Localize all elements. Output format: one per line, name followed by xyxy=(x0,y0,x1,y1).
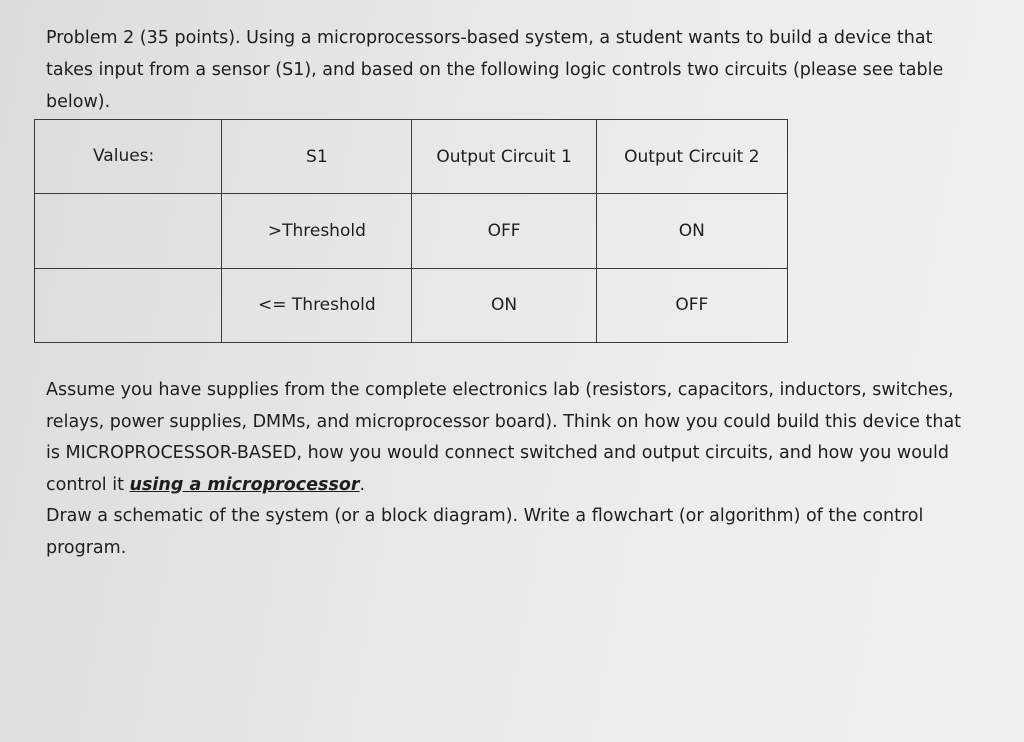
logic-table xyxy=(34,119,788,343)
cell-values xyxy=(35,268,222,342)
cell-output-1: OFF xyxy=(412,194,596,268)
instructions-text: Assume you have supplies from the complete electronics lab (resistors, capacitors, inductors, switches, relays, power supplies, DMMs, and microprocessor board). Think on how you could build this device that is MICROPROCESSOR-BASED, how you would connect switched and output circuits, and how you would control it xyxy=(46,380,962,495)
cell-output-2: OFF xyxy=(596,268,787,342)
problem-statement: Problem 2 (35 points). Using a microprocessors-based system, a student wants to build a device that takes input from a sensor (S1), and based on the following logic controls two circuits (please see table below). xyxy=(46,28,944,112)
header-values: Values: xyxy=(35,120,222,194)
table-header-row xyxy=(35,120,788,194)
emphasized-phrase: using a microprocessor xyxy=(129,474,360,495)
cell-output-1: ON xyxy=(412,268,596,342)
cell-values xyxy=(35,194,222,268)
cell-s1: <= Threshold xyxy=(222,268,412,342)
instructions xyxy=(46,375,976,564)
table-row xyxy=(35,268,788,342)
header-output-circuit-1: Output Circuit 1 xyxy=(412,120,596,194)
instructions-paragraph-2: Draw a schematic of the system (or a block diagram). Write a flowchart (or algorithm) of the control program. xyxy=(46,506,924,558)
header-output-circuit-2: Output Circuit 2 xyxy=(596,120,787,194)
cell-s1: >Threshold xyxy=(222,194,412,268)
cell-output-2: ON xyxy=(596,194,787,268)
table-row xyxy=(35,194,788,268)
header-s1: S1 xyxy=(222,120,412,194)
instructions-text-end: . xyxy=(359,474,366,495)
instructions-paragraph-1 xyxy=(46,375,976,501)
